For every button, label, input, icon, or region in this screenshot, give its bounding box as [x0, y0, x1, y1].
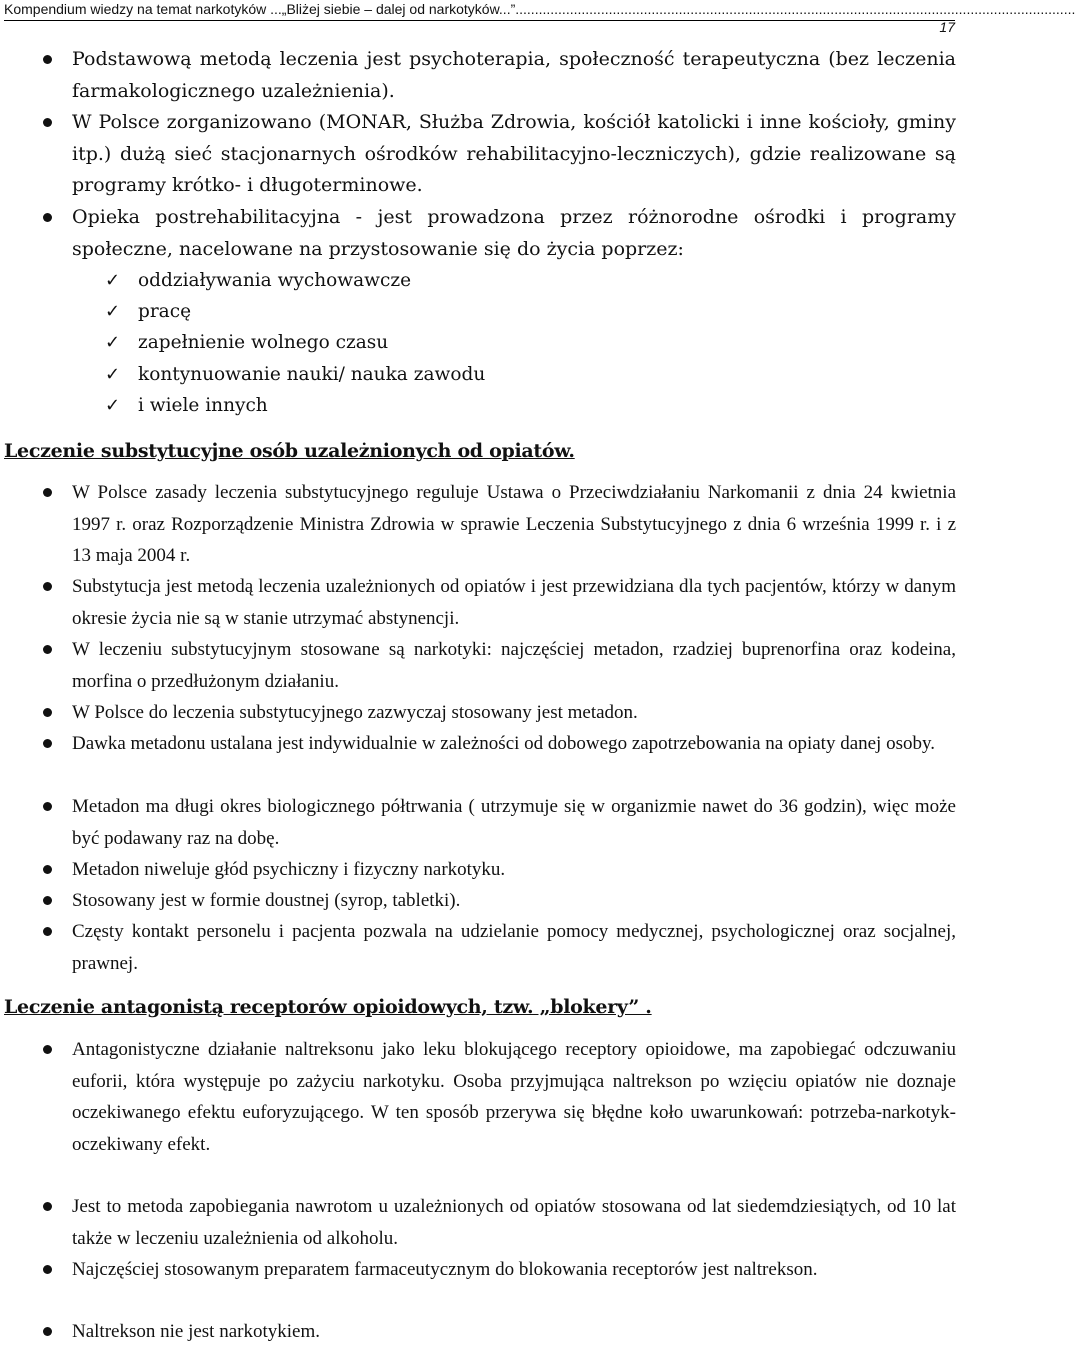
header-leaders: ................................................................................................................................................ [515, 1, 1075, 17]
list-item [72, 1034, 956, 1160]
checkmark-icon: ✓ [105, 332, 121, 353]
bullet-icon [43, 728, 53, 759]
list-item [72, 916, 956, 979]
list-item [72, 728, 956, 760]
check-item-text: pracę [138, 301, 192, 322]
list-item-text: Najczęściej stosowanym preparatem farmaceutycznym do blokowania receptorów jest naltrekson. [72, 1259, 818, 1280]
list-item-text: W Polsce zorganizowano (MONAR, Służba Zdrowia, kościół katolicki i inne kościoły, gminy itp.) dużą sieć stacjonarnych ośrodków rehabilitacyjno-leczniczych), gdzie realizowane są programy krótko- i długoterminowe. [72, 111, 956, 196]
checkmark-icon: ✓ [105, 364, 121, 385]
section-heading-antagonist: Leczenie antagonistą receptorów opioidowych, tzw. „blokery” . [4, 996, 652, 1018]
list-item-text: Antagonistyczne działanie naltreksonu jako leku blokującego receptory opioidowe, ma zapobiegać odczuwaniu euforii, która występuje po zażyciu narkotyku. Osoba przyjmująca naltrekson po wzięciu opiatów nie doznaje oczekiwanego efektu euforyzującego. W ten sposób przerywa się błędne koło uwarunkowań: potrzeba-narkotyk-oczekiwany efekt. [72, 1039, 956, 1155]
list-item [72, 107, 956, 202]
checkmark-icon: ✓ [105, 395, 121, 416]
list-item-text: Częsty kontakt personelu i pacjenta pozwala na udzielanie pomocy medycznej, psychologicznej oraz socjalnej, prawnej. [72, 921, 956, 974]
check-item [105, 390, 705, 421]
list-item-text: Substytucja jest metodą leczenia uzależnionych od opiatów i jest przewidziana dla tych pacjentów, którzy w danym okresie życia nie są w stanie utrzymać abstynencji. [72, 576, 956, 629]
list-item-text: Metadon ma długi okres biologicznego półtrwania ( utrzymuje się w organizmie nawet do 36 godzin), więc może być podawany raz na dobę. [72, 796, 956, 849]
bullet-icon [43, 791, 53, 822]
list-item [72, 202, 956, 265]
list-item-text: Metadon niweluje głód psychiczny i fizyczny narkotyku. [72, 859, 506, 880]
bullet-icon [43, 885, 53, 916]
header-title: Kompendium wiedzy na temat narkotyków ...„Bliżej siebie – dalej od narkotyków...” [4, 1, 516, 17]
list-item [72, 854, 956, 886]
list-item-text: W Polsce do leczenia substytucyjnego zazwyczaj stosowany jest metadon. [72, 702, 638, 723]
bullet-icon [43, 1254, 53, 1285]
list-item [72, 44, 956, 107]
list-item [72, 1191, 956, 1254]
bullet-icon [43, 854, 53, 885]
list-item-text: Opieka postrehabilitacyjna - jest prowadzona przez różnorodne ośrodki i programy społeczne, nacelowane na przystosowanie się do życia poprzez: [72, 206, 956, 260]
check-item [105, 296, 705, 327]
bullet-icon [43, 634, 53, 665]
list-item [72, 634, 956, 697]
section-heading-substitution: Leczenie substytucyjne osób uzależnionych od opiatów. [4, 440, 575, 462]
bullet-icon [43, 697, 53, 728]
check-item [105, 359, 705, 390]
list-item [72, 571, 956, 634]
list-item-text: W Polsce zasady leczenia substytucyjnego reguluje Ustawa o Przeciwdziałaniu Narkomanii z dnia 24 kwietnia 1997 r. oraz Rozporządzenie Ministra Zdrowia w sprawie Leczenia Substytucyjnego z dnia 6 września 1999 r. i z 13 maja 2004 r. [72, 482, 956, 566]
checkmark-icon: ✓ [105, 301, 121, 322]
list-item [72, 477, 956, 572]
bullet-icon [43, 107, 53, 138]
check-item-text: zapełnienie wolnego czasu [138, 332, 389, 353]
list-item-text: W leczeniu substytucyjnym stosowane są narkotyki: najczęściej metadon, rzadziej buprenorfina oraz kodeina, morfina o przedłużonym działaniu. [72, 639, 956, 692]
list-item [72, 885, 956, 917]
list-item [72, 697, 956, 729]
check-item-text: kontynuowanie nauki/ nauka zawodu [138, 364, 486, 385]
list-item [72, 1254, 956, 1286]
page-number: 17 [939, 19, 955, 35]
bullet-icon [43, 1191, 53, 1222]
bullet-icon [43, 44, 53, 75]
check-item-text: i wiele innych [138, 395, 268, 416]
checkmark-icon: ✓ [105, 270, 121, 291]
page-header [4, 0, 1075, 35]
check-item [105, 265, 705, 296]
list-item [72, 1316, 956, 1348]
check-item [105, 327, 705, 358]
list-item-text: Podstawową metodą leczenia jest psychoterapia, społeczność terapeutyczna (bez leczenia farmakologicznego uzależnienia). [72, 48, 956, 102]
list-item [72, 791, 956, 854]
bullet-icon [43, 202, 53, 233]
list-item-text: Stosowany jest w formie doustnej (syrop, tabletki). [72, 890, 461, 911]
bullet-icon [43, 916, 53, 947]
bullet-icon [43, 1034, 53, 1065]
bullet-icon [43, 1316, 53, 1347]
list-item-text: Naltrekson nie jest narkotykiem. [72, 1321, 320, 1342]
list-item-text: Dawka metadonu ustalana jest indywidualnie w zależności od dobowego zapotrzebowania na opiaty danej osoby. [72, 733, 935, 754]
list-item-text: Jest to metoda zapobiegania nawrotom u uzależnionych od opiatów stosowana od lat siedemdziesiątych, od 10 lat także w leczeniu uzależnienia od alkoholu. [72, 1196, 956, 1249]
bullet-icon [43, 477, 53, 508]
check-item-text: oddziaływania wychowawcze [138, 270, 412, 291]
bullet-icon [43, 571, 53, 602]
